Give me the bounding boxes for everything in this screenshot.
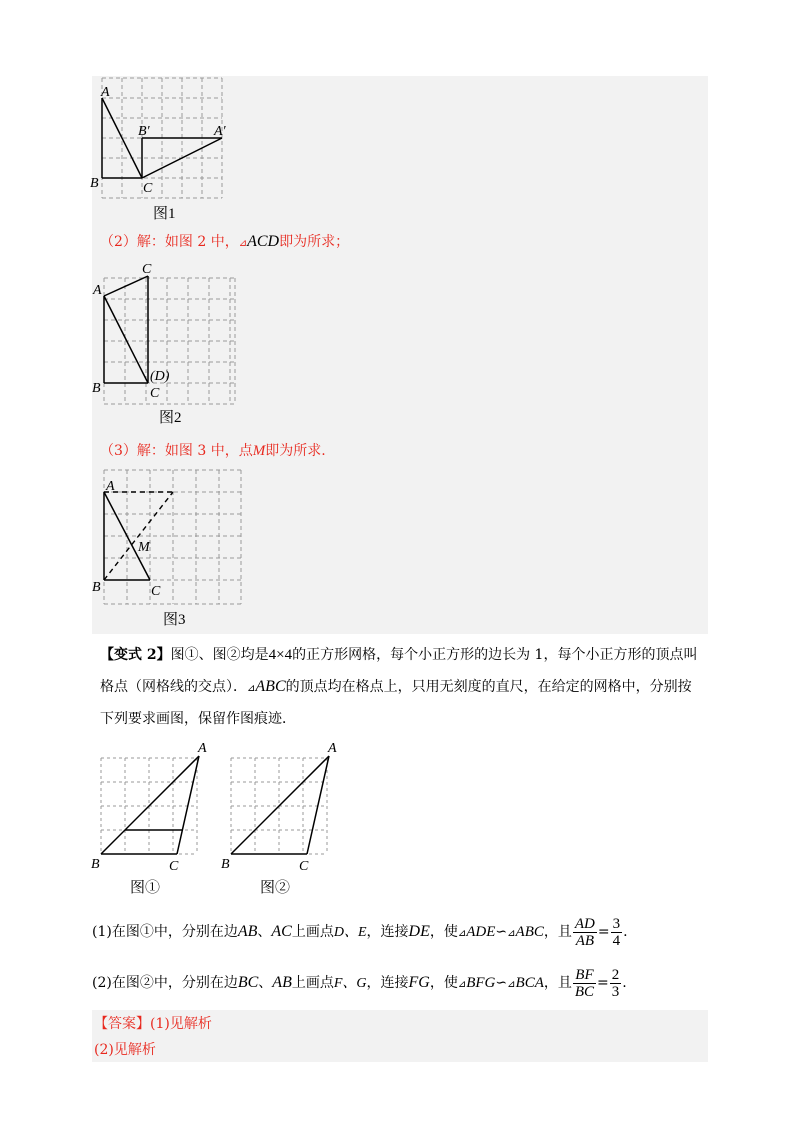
figB-side-ca	[307, 756, 329, 854]
fig2-label-c-top: C	[142, 262, 152, 277]
q2-fraction	[573, 967, 596, 1000]
fig2-side-ac	[104, 296, 148, 383]
q2-end: .	[622, 975, 627, 991]
triangle-icon: ⊿	[457, 928, 467, 939]
q1-value	[611, 916, 623, 949]
figA-label-c: C	[169, 859, 179, 874]
fig1-label-b: B	[90, 176, 99, 191]
question-2	[92, 963, 627, 1003]
q2-frac-den: BC	[574, 983, 595, 1000]
triangle-icon: ⊿	[238, 238, 248, 249]
fig1-label-b-prime: B′	[138, 124, 150, 139]
step2-text-b: 即为所求；	[279, 234, 350, 250]
answer-line1: (1)见解析	[150, 1016, 212, 1032]
step3-text-a: （3）解：如图 3 中，点	[100, 443, 253, 459]
fig1-label-a: A	[101, 85, 110, 100]
answer-tag: 【答案】	[94, 1016, 150, 1032]
variant-line2-a: 格点（网格线的交点）．	[100, 679, 247, 695]
fig1-label-c: C	[143, 181, 153, 196]
answer-line-2	[94, 1040, 156, 1060]
figA-label-a: A	[198, 741, 207, 756]
q1-fraction	[573, 916, 597, 949]
step3-line	[100, 441, 326, 461]
variant-tag: 【变式 2】	[100, 647, 171, 663]
figA-caption: 图①	[130, 880, 161, 896]
q2-and: ，且	[543, 975, 572, 991]
q1-connect: ，连接	[366, 924, 409, 940]
answer-line2: (2)见解析	[94, 1042, 156, 1058]
fig1-caption: 图1	[153, 206, 176, 222]
q1-points: D、E	[333, 925, 367, 940]
fig3-label-c: C	[151, 584, 161, 599]
variant-line-3	[100, 709, 296, 729]
q1-frac-num: AD	[574, 915, 595, 932]
q1-mid: 上画点	[291, 924, 334, 940]
q2-side2: AB	[272, 974, 292, 991]
triangle-icon: ⊿	[457, 979, 467, 990]
figB-side-ab	[231, 756, 329, 854]
q1-seg: DE	[408, 923, 430, 940]
q1-side2: AC	[271, 923, 292, 940]
fig1-label-a-prime: A′	[214, 124, 226, 139]
figB-label-b: B	[221, 857, 230, 872]
figA-side-ca	[177, 756, 199, 854]
q2-tri2: BCA	[515, 975, 544, 991]
q1-tri2: ABC	[515, 924, 544, 940]
fig3-caption: 图3	[163, 612, 186, 628]
fig2-label-a: A	[93, 283, 102, 298]
figA-side-ab	[101, 756, 199, 854]
q2-prefix: (2)在图②中，分别在边	[92, 975, 238, 991]
figure-circle-1	[88, 738, 218, 898]
variant-line-1	[100, 645, 697, 665]
fig2-label-c-bottom: C	[150, 386, 160, 401]
q2-seg: FG	[408, 974, 430, 991]
variant-line2-b: 的顶点均在格点上，只用无刻度的直尺，在给定的网格中，分别按	[285, 679, 692, 695]
q1-end: .	[623, 924, 628, 940]
triangle-icon: ⊿	[247, 683, 256, 694]
q2-points: F、G	[333, 976, 367, 991]
fig3-label-m: M	[138, 540, 150, 555]
variant-line-2	[100, 677, 692, 699]
variant-line1-b: 的正方形网格，每个小正方形的边长为 1，每个小正方形的顶点叫	[292, 647, 698, 663]
fig2-side-ac-top	[104, 276, 148, 296]
q2-side1: BC	[237, 974, 259, 991]
q1-prefix: (1)在图①中，分别在边	[92, 924, 238, 940]
figB-caption: 图②	[260, 880, 291, 896]
figB-label-a: A	[328, 741, 337, 756]
q2-val-num: 2	[611, 966, 620, 983]
q2-val-den: 3	[611, 983, 620, 1000]
q1-val-num: 3	[612, 915, 621, 932]
step2-line	[100, 232, 349, 254]
variant-triangle-name: ABC	[255, 678, 286, 695]
q1-eq: =	[597, 924, 610, 940]
q2-make: ，使	[429, 975, 458, 991]
step2-triangle-name: ACD	[247, 233, 280, 250]
fig3-label-a: A	[106, 479, 115, 494]
figB-label-c: C	[299, 859, 309, 874]
fig3-label-b: B	[92, 580, 101, 595]
q1-and: ，且	[543, 924, 572, 940]
fig2-caption: 图2	[159, 410, 182, 426]
figure-1	[90, 76, 240, 226]
q1-sim: ∽	[495, 924, 508, 940]
figA-label-b: B	[91, 857, 100, 872]
variant-line3: 下列要求画图，保留作图痕迹．	[100, 711, 296, 727]
fig2-label-d: (D)	[150, 369, 170, 384]
q1-make: ，使	[429, 924, 458, 940]
q1-frac-den: AB	[575, 932, 595, 949]
q2-eq: =	[597, 975, 609, 991]
q2-frac-num: BF	[573, 967, 596, 984]
triangle-icon: ⊿	[507, 979, 516, 990]
answer-line-1	[94, 1014, 212, 1034]
variant-grid-size: 4×4	[268, 647, 293, 663]
triangle-icon: ⊿	[507, 928, 516, 939]
q2-sim: ∽	[495, 975, 508, 991]
figure-3	[90, 466, 250, 632]
step3-text-b: 即为所求.	[265, 443, 326, 459]
figure-circle-2	[218, 738, 348, 898]
fig2-label-b: B	[92, 381, 101, 396]
q1-sep: 、	[257, 924, 272, 940]
step2-text-a: （2）解：如图 2 中，	[100, 234, 239, 250]
figure-2	[90, 258, 250, 430]
q2-connect: ，连接	[366, 975, 409, 991]
q2-sep: 、	[258, 975, 273, 991]
q1-tri1: ADE	[466, 924, 496, 940]
q1-side1: AB	[237, 923, 258, 940]
q2-tri1: BFG	[466, 975, 496, 991]
variant-line1-a: 图①、图②均是	[170, 647, 269, 663]
q2-value	[610, 967, 622, 1000]
step3-point-name: M	[252, 443, 266, 459]
question-1	[92, 912, 628, 952]
q2-mid: 上画点	[291, 975, 334, 991]
q1-val-den: 4	[612, 932, 621, 949]
